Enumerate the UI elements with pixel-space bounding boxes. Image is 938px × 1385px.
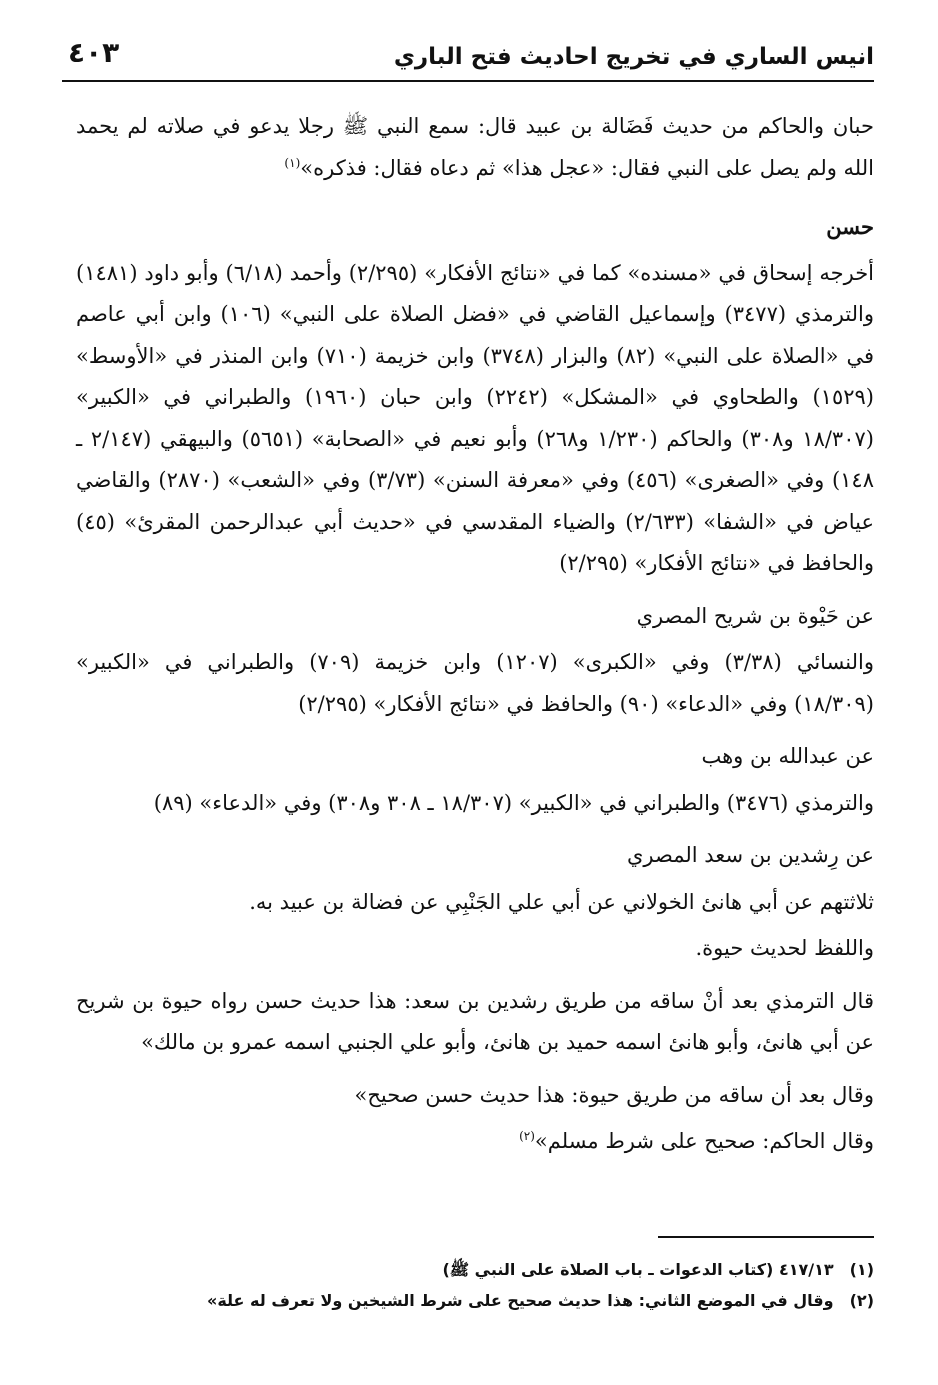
book-title: انيس الساري في تخريج احاديث فتح الباري [393, 44, 874, 70]
footnote-2 [76, 1285, 874, 1316]
page-number: ٤٠٣ [68, 36, 120, 69]
hakim-comment-text: وقال الحاكم: صحيح على شرط مسلم» [534, 1129, 874, 1153]
footnote-number: (٢) [849, 1291, 874, 1310]
footnote-text: وقال في الموضع الثاني: هذا حديث صحيح على شرط الشيخين ولا تعرف له علة» [206, 1291, 834, 1310]
hadith-text [76, 106, 874, 189]
takhrij-paragraph-1: أخرجه إسحاق في «مسنده» كما في «نتائج الأفكار» (٢/٢٩٥) وأحمد (٦/١٨) وأبو داود (١٤٨١) والترمذي (٣٤٧٧) وإسماعيل القاضي في «فضل الصلاة على النبي» (١٠٦) وابن أبي عاصم في «الصلاة على النبي» (٨٢) والبزار (٣٧٤٨) وابن خزيمة (٧١٠) وابن المنذر في «الأوسط» (١٥٢٩) والطحاوي في «المشكل» (٢٢٤٢) وابن حبان (١٩٦٠) والطبراني في «الكبير» (١٨/٣٠٧ و٣٠٨) والحاكم (١/٢٣٠ و٢٦٨) وأبو نعيم في «الصحابة» (٥٦٥١) والبيهقي (٢/١٤٧ ـ ١٤٨) وفي «الصغرى» (٤٥٦) وفي «معرفة السنن» (٣/٧٣) وفي «الشعب» (٢٨٧٠) والقاضي عياض في «الشفا» (٢/٦٣٣) والضياء المقدسي في «حديث أبي عبدالرحمن المقرئ» (٤٥) والحافظ في «نتائج الأفكار» (٢/٢٩٥) [76, 260, 875, 575]
hadith-text-body: حبان والحاكم من حديث فَضَالة بن عبيد قال: سمع النبي ﷺ رجلا يدعو في صلاته لم يحمد الله ولم يصل على النبي فقال: «عجل هذا» ثم دعاه فقال: فذكره» [76, 114, 874, 180]
footnote-1 [76, 1254, 874, 1285]
tirmidhi-comment-1: قال الترمذي بعد أنْ ساقه من طريق رشدين بن سعد: هذا حديث حسن رواه حيوة بن شريح عن أبي هانئ، وأبو هانئ اسمه حميد بن هانئ، وأبو علي الجنبي اسمه عمرو بن مالك» [76, 988, 874, 1054]
hakim-comment [76, 1121, 874, 1163]
chain-line-2: عن عبدالله بن وهب [701, 744, 874, 768]
footnote-text: ٤١٧/١٣ (كتاب الدعوات ـ باب الصلاة على النبي ﷺ) [442, 1260, 834, 1279]
footnote-ref-2: (٢) [519, 1129, 535, 1143]
running-header [62, 28, 874, 82]
footnote-number: (١) [849, 1260, 874, 1279]
footnote-separator [658, 1236, 874, 1238]
chain-line-4: ثلاثتهم عن أبي هانئ الخولاني عن أبي علي الجَنْبِي عن فضالة بن عبيد به. [249, 889, 874, 914]
footnote-ref-1: (١) [284, 155, 301, 170]
page-body [76, 106, 874, 1174]
chain-line-3: عن رِشدين بن سعد المصري [627, 843, 874, 867]
footnotes [76, 1254, 874, 1316]
wording-note: واللفظ لحديث حيوة. [695, 936, 874, 960]
tirmidhi-comment-2: وقال بعد أن ساقه من طريق حيوة: هذا حديث حسن صحيح» [354, 1082, 874, 1107]
grade-heading: حسن [826, 214, 874, 239]
takhrij-paragraph-2: والنسائي (٣/٣٨) وفي «الكبرى» (١٢٠٧) وابن خزيمة (٧٠٩) والطبراني في «الكبير» (١٨/٣٠٩) وفي «الدعاء» (٩٠) والحافظ في «نتائج الأفكار» (٢/٢٩٥) [76, 650, 875, 716]
takhrij-paragraph-3: والترمذي (٣٤٧٦) والطبراني في «الكبير» (١٨/٣٠٧ ـ ٣٠٨ و٣٠٨) وفي «الدعاء» (٨٩) [153, 790, 874, 815]
chain-line-1: عن حَيْوة بن شريح المصري [636, 603, 874, 628]
